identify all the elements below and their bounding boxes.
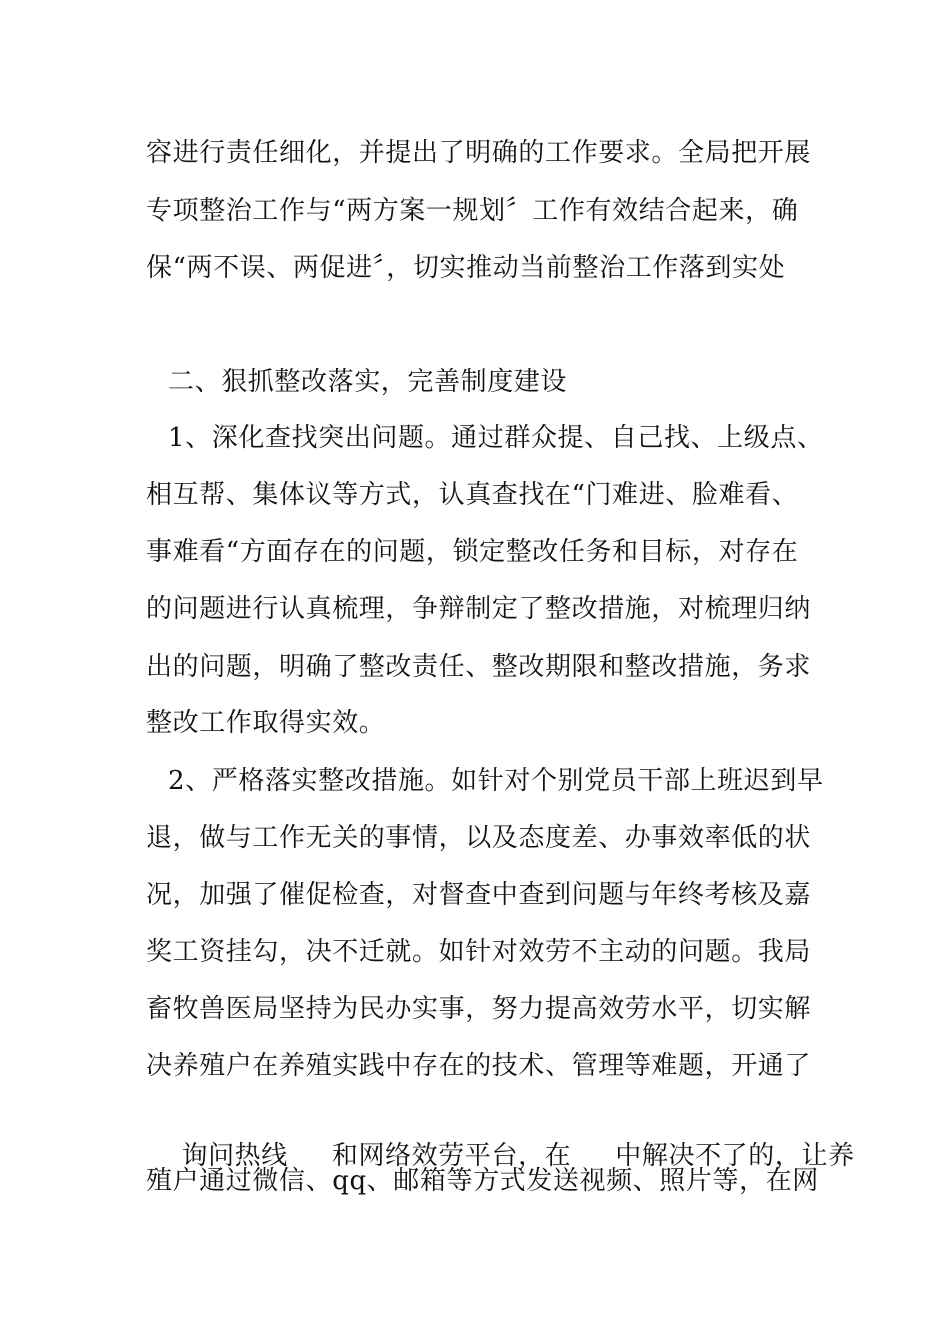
paragraph-line: 况，加强了催促检查，对督查中查到问题与年终考核及嘉 — [146, 880, 812, 910]
paragraph-line: 相互帮、集体议等方式，认真查找在“门难进、脸难看、 — [146, 480, 799, 510]
paragraph-line: 1、深化查找突出问题。通过群众提、自己找、上级点、 — [168, 423, 824, 453]
paragraph-line: 奖工资挂勾，决不迁就。如针对效劳不主动的问题。我局 — [146, 937, 812, 967]
line-segment: 询问热线 — [181, 1141, 288, 1171]
paragraph-line: 专项整治工作与“两方案一规划〞工作有效结合起来，确 — [146, 196, 799, 226]
paragraph-line: 2、严格落实整改措施。如针对个别党员干部上班迟到早 — [168, 766, 824, 796]
line-segment: 中解决不了的，让养 — [615, 1141, 855, 1171]
paragraph-line: 决养殖户在养殖实践中存在的技术、管理等难题，开通了 — [146, 1051, 812, 1081]
paragraph-line: 事难看“方面存在的问题，锁定整改任务和目标，对存在 — [146, 537, 799, 567]
paragraph-line: 出的问题，明确了整改责任、整改期限和整改措施，务求 — [146, 652, 812, 682]
section-heading: 二、狠抓整改落实，完善制度建设 — [168, 367, 568, 397]
paragraph-line: 退，做与工作无关的事情，以及态度差、办事效率低的状 — [146, 823, 812, 853]
paragraph-line: 保“两不误、两促进〞，切实推动当前整治工作落到实处 — [146, 253, 786, 283]
paragraph-line: 殖户通过微信、qq、邮箱等方式发送视频、照片等，在网 — [146, 1166, 819, 1196]
paragraph-line: 畜牧兽医局坚持为民办实事，努力提高效劳水平，切实解 — [146, 994, 812, 1024]
paragraph-line: 的问题进行认真梳理，争辩制定了整改措施，对梳理归纳 — [146, 594, 812, 624]
paragraph-line: 整改工作取得实效。 — [146, 708, 386, 738]
paragraph-line: 容进行责任细化，并提出了明确的工作要求。全局把开展 — [146, 138, 812, 168]
line-segment: 和网络效劳平台，在 — [331, 1141, 572, 1171]
